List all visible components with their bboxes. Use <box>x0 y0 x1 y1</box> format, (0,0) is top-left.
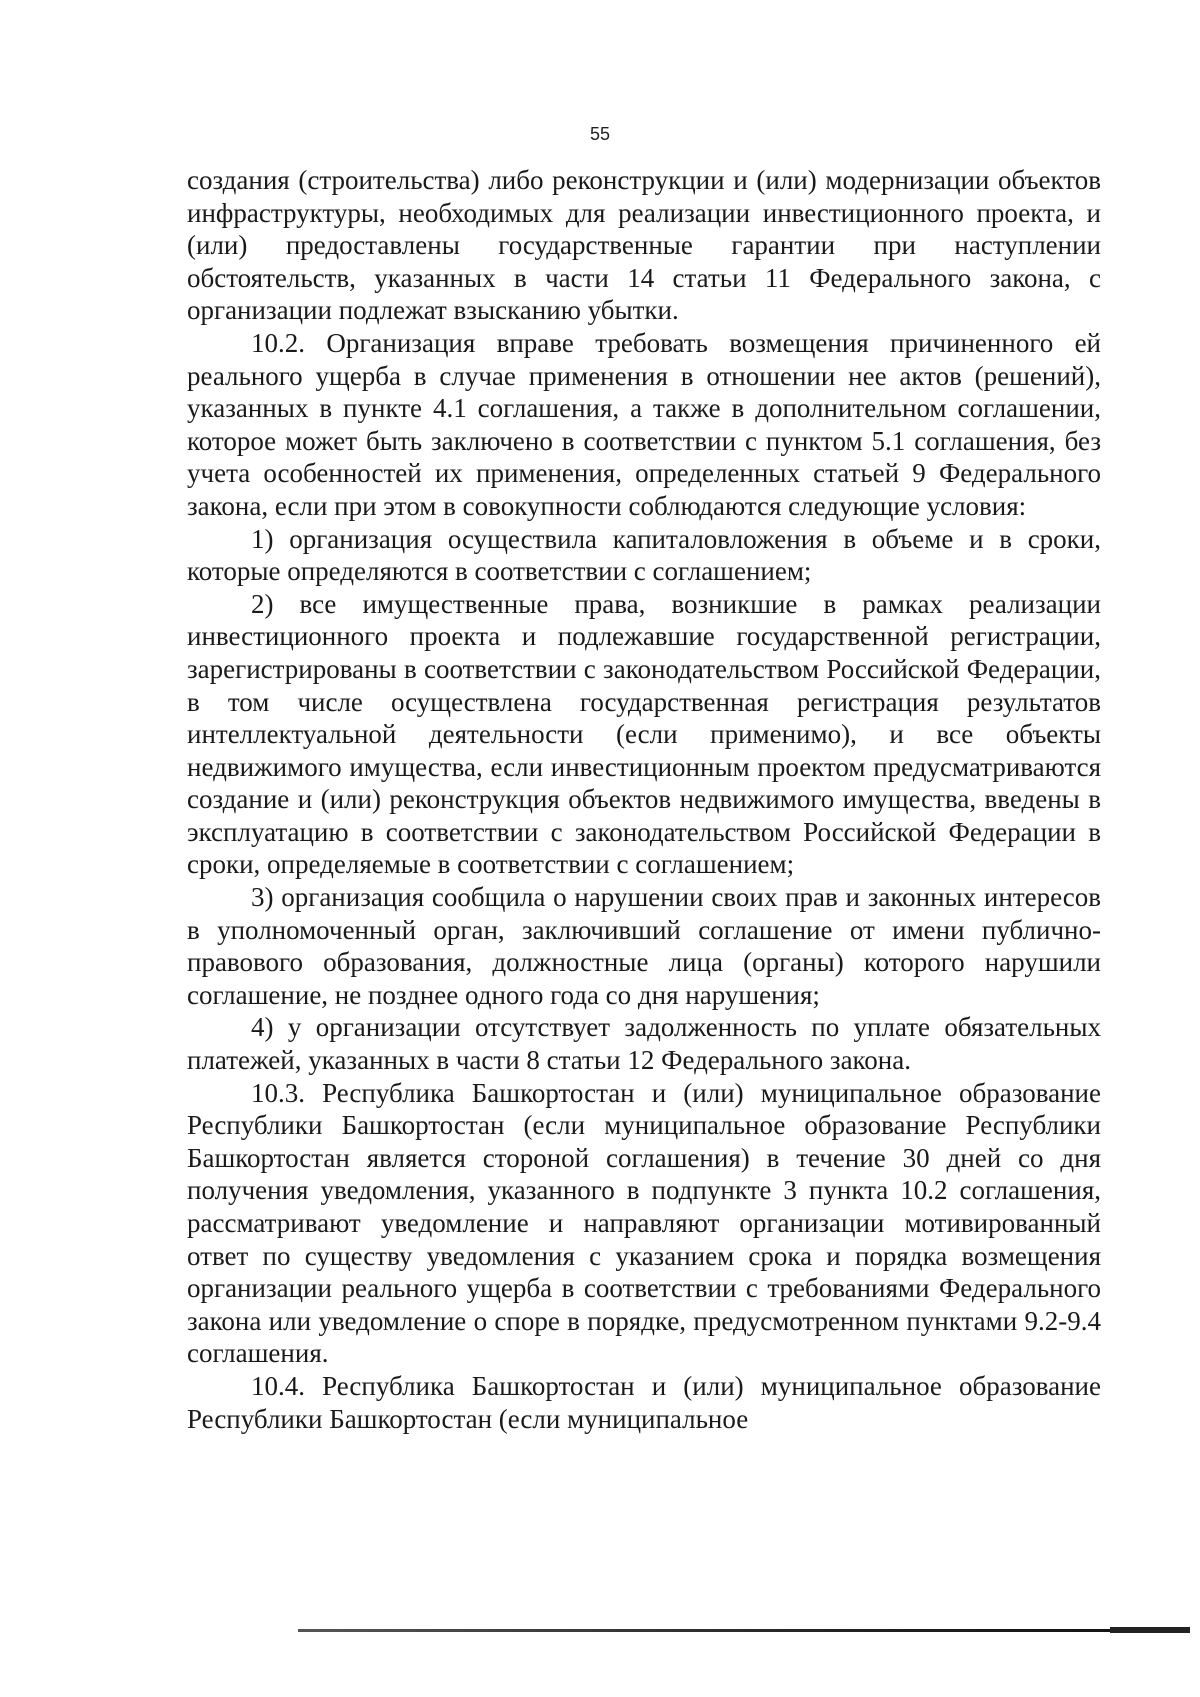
condition-3: 3) организация сообщила о нарушении своих прав и законных интересов в уполномоченный орган, заключивший соглашение от имени публично-правового образования, должностные лица (органы) которого нарушили соглашение, не позднее одного года со дня нарушения; <box>187 882 1101 1010</box>
paragraph-10-4: 10.4. Республика Башкортостан и (или) муниципальное образование Республики Башкортостан (если муниципальное <box>187 1370 1101 1434</box>
condition-1: 1) организация осуществила капиталовложения в объеме и в сроки, которые определяются в соответствии с соглашением; <box>187 523 1101 587</box>
condition-2: 2) все имущественные права, возникшие в рамках реализации инвестиционного проекта и подлежавшие государственной регистрации, зарегистрированы в соответствии с законодательством Российской Федерации, в том числе осуществлена государственная регистрация результатов интеллектуальной деятельности (если применимо), и все объекты недвижимого имущества, если инвестиционным проектом предусматриваются создание и (или) реконструкция объектов недвижимого имущества, введены в эксплуатацию в соответствии с законодательством Российской Федерации в сроки, определяемые в соответствии с соглашением; <box>187 588 1101 880</box>
page-number: 55 <box>589 124 611 144</box>
footer-rule <box>298 1629 1190 1632</box>
paragraph-continuation: создания (строительства) либо реконструкции и (или) модернизации объектов инфраструктуры, необходимых для реализации инвестиционного проекта, и (или) предоставлены государственные гарантии при наступлении обстоятельств, указанных в части 14 статьи 11 Федерального закона, с организации подлежат взысканию убытки. <box>187 165 1101 326</box>
paragraph-10-2: 10.2. Организация вправе требовать возмещения причиненного ей реального ущерба в случае применения в отношении нее актов (решений), указанных в пункте 4.1 соглашения, а также в дополнительном соглашении, которое может быть заключено в соответствии с пунктом 5.1 соглашения, без учета особенностей их применения, определенных статьей 9 Федерального закона, если при этом в совокупности соблюдаются следующие условия: <box>187 327 1101 521</box>
document-body <box>187 164 1101 1435</box>
paragraph-10-3: 10.3. Республика Башкортостан и (или) муниципальное образование Республики Башкортостан (если муниципальное образование Республики Башкортостан является стороной соглашения) в течение 30 дней со дня получения уведомления, указанного в подпункте 3 пункта 10.2 соглашения, рассматривают уведомление и направляют организации мотивированный ответ по существу уведомления с указанием срока и порядка возмещения организации реального ущерба в соответствии с требованиями Федерального закона или уведомление о споре в порядке, предусмотренном пунктами 9.2-9.4 соглашения. <box>187 1077 1101 1369</box>
footer-rule-edge <box>1110 1627 1190 1633</box>
condition-4: 4) у организации отсутствует задолженность по уплате обязательных платежей, указанных в части 8 статьи 12 Федерального закона. <box>187 1012 1101 1076</box>
